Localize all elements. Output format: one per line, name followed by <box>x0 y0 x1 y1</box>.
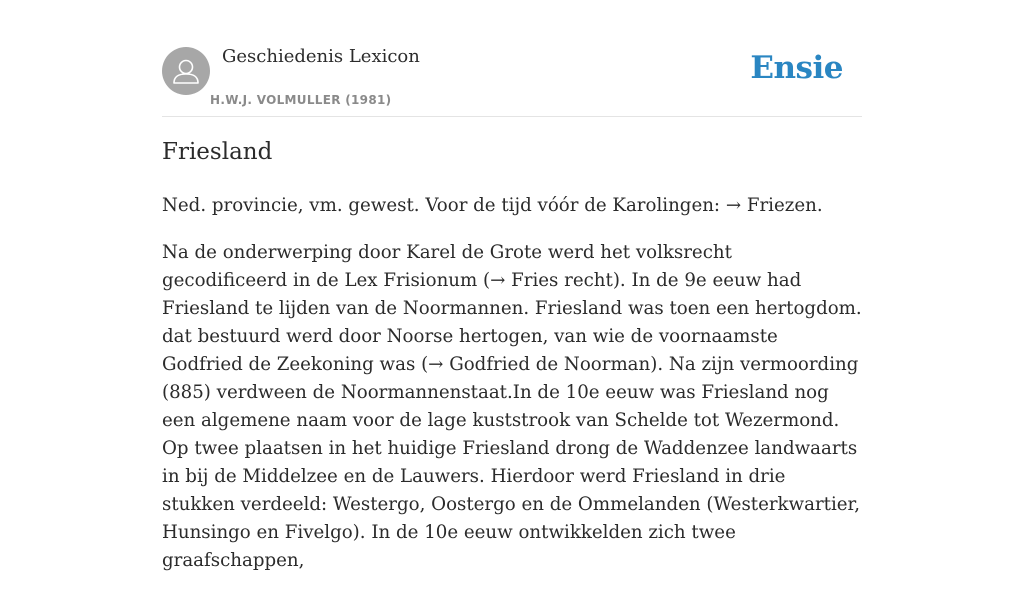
user-icon[interactable] <box>162 47 210 95</box>
paragraph-text: Na de onderwerping door Karel de Grote werd het volksrecht gecodificeerd in de Lex Frisionum ( <box>162 242 732 291</box>
xref-link-friezen[interactable]: → Friezen <box>725 195 817 216</box>
entry-body <box>162 192 862 594</box>
source-author: H.W.J. VOLMULLER (1981) <box>210 93 392 107</box>
source-title[interactable]: Geschiedenis Lexicon <box>222 46 420 67</box>
ensie-logo[interactable]: Ensie <box>750 50 843 86</box>
source-header <box>162 0 862 117</box>
entry-paragraph-1 <box>162 192 862 220</box>
entry-paragraph-2 <box>162 239 862 575</box>
entry-title: Friesland <box>162 139 273 165</box>
paragraph-text: ). Na zijn vermoording (885) verdween de Noormannenstaat.In de 10e eeuw was Friesland nog een algemene naam voor de lage kuststrook van Schelde tot Wezermond. Op twee plaatsen in het huidige Friesland drong de Waddenzee landwaarts in bij de Middelzee en de Lauwers. Hierdoor werd Friesland in drie stukken verdeeld: Westergo, Oostergo en de Ommelanden (Westerkwartier, Hunsingo en Fivelgo). In de 10e eeuw ontwikkelden zich twee graafschappen, <box>162 354 861 571</box>
paragraph-text: . <box>816 195 823 216</box>
xref-link-godfried-de-noorman[interactable]: → Godfried de Noorman <box>428 354 651 375</box>
paragraph-text: Ned. provincie, vm. gewest. Voor de tijd vóór de Karolingen: <box>162 195 726 216</box>
page-container <box>162 0 862 571</box>
paragraph-text: ). In de 9e eeuw had Friesland te lijden van de Noormannen. Friesland was toen een hertogdom. dat bestuurd werd door Noorse hertogen, van wie de voornaamste Godfried de Zeekoning was ( <box>162 270 862 375</box>
xref-link-fries-recht[interactable]: → Fries recht <box>490 270 613 291</box>
